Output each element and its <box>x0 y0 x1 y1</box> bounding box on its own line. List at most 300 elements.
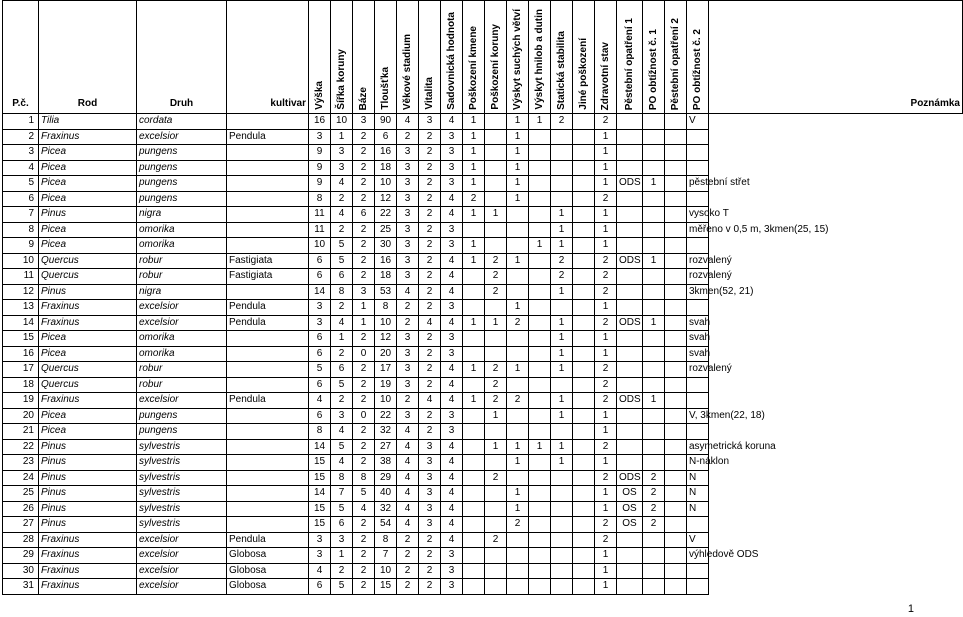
cell-druh: pungens <box>137 160 227 176</box>
cell-metric: 30 <box>375 238 397 254</box>
cell-metric <box>529 346 551 362</box>
cell-metric: 2 <box>485 362 507 378</box>
cell-metric: 3 <box>397 191 419 207</box>
cell-metric: 2 <box>353 563 375 579</box>
cell-druh: sylvestris <box>137 470 227 486</box>
cell-metric <box>551 176 573 192</box>
cell-metric <box>573 191 595 207</box>
cell-kultivar <box>227 176 309 192</box>
header-metric <box>419 1 441 114</box>
cell-metric: 2 <box>485 377 507 393</box>
cell-metric <box>463 517 485 533</box>
cell-metric <box>573 486 595 502</box>
cell-metric: 2 <box>419 269 441 285</box>
cell-metric: 3 <box>419 470 441 486</box>
cell-metric <box>507 207 529 223</box>
cell-metric: 3 <box>441 563 463 579</box>
table-body <box>3 114 963 595</box>
cell-metric: ODS <box>617 315 643 331</box>
cell-metric: 5 <box>331 238 353 254</box>
cell-metric: 2 <box>643 517 665 533</box>
cell-poznamka <box>687 393 709 409</box>
cell-pc: 6 <box>3 191 39 207</box>
cell-metric <box>573 300 595 316</box>
cell-metric: 1 <box>463 176 485 192</box>
cell-metric <box>617 222 643 238</box>
cell-metric: 4 <box>441 377 463 393</box>
cell-metric: 5 <box>353 486 375 502</box>
cell-metric: 3 <box>441 160 463 176</box>
cell-metric: 4 <box>397 284 419 300</box>
cell-metric <box>529 191 551 207</box>
cell-metric: 1 <box>507 145 529 161</box>
cell-metric: 3 <box>441 222 463 238</box>
cell-metric <box>643 331 665 347</box>
cell-kultivar <box>227 517 309 533</box>
cell-metric: 1 <box>463 238 485 254</box>
cell-rod: Quercus <box>39 269 137 285</box>
cell-metric <box>551 377 573 393</box>
header-metric-label: Báze <box>357 86 369 110</box>
cell-metric: 1 <box>595 238 617 254</box>
cell-metric <box>485 579 507 595</box>
cell-metric <box>485 176 507 192</box>
cell-metric <box>617 346 643 362</box>
cell-metric: 1 <box>331 331 353 347</box>
cell-metric: 1 <box>463 253 485 269</box>
cell-metric <box>551 160 573 176</box>
cell-metric: 3 <box>397 269 419 285</box>
cell-metric: 3 <box>441 331 463 347</box>
cell-metric: 2 <box>331 346 353 362</box>
table-header <box>3 1 963 114</box>
header-metric-label: Pěstební opatření 2 <box>669 17 681 110</box>
cell-pc: 18 <box>3 377 39 393</box>
table-row <box>3 486 963 502</box>
cell-metric <box>463 532 485 548</box>
cell-metric: ODS <box>617 253 643 269</box>
cell-metric: 10 <box>375 563 397 579</box>
cell-metric: 5 <box>331 501 353 517</box>
cell-druh: excelsior <box>137 532 227 548</box>
cell-metric <box>665 191 687 207</box>
cell-druh: robur <box>137 362 227 378</box>
cell-metric: 8 <box>309 424 331 440</box>
cell-pc: 20 <box>3 408 39 424</box>
cell-metric <box>665 346 687 362</box>
cell-metric <box>665 439 687 455</box>
cell-metric <box>551 300 573 316</box>
cell-metric: 2 <box>485 269 507 285</box>
cell-rod: Picea <box>39 238 137 254</box>
cell-metric: 1 <box>595 145 617 161</box>
cell-metric: 6 <box>309 346 331 362</box>
cell-metric <box>463 424 485 440</box>
cell-pc: 16 <box>3 346 39 362</box>
cell-metric: 1 <box>485 207 507 223</box>
cell-metric: 1 <box>507 486 529 502</box>
cell-metric: 1 <box>595 129 617 145</box>
cell-metric: 8 <box>331 470 353 486</box>
cell-metric <box>463 548 485 564</box>
cell-metric <box>507 238 529 254</box>
cell-metric <box>463 579 485 595</box>
cell-metric <box>643 238 665 254</box>
cell-druh: omorika <box>137 238 227 254</box>
cell-metric: 10 <box>331 114 353 130</box>
cell-metric: 1 <box>595 579 617 595</box>
cell-metric <box>643 160 665 176</box>
cell-metric: 2 <box>353 455 375 471</box>
cell-metric: 4 <box>441 455 463 471</box>
header-druh: Druh <box>137 1 227 114</box>
cell-metric <box>507 222 529 238</box>
cell-metric: 4 <box>353 501 375 517</box>
cell-metric <box>643 377 665 393</box>
cell-poznamka <box>687 563 709 579</box>
cell-rod: Fraxinus <box>39 579 137 595</box>
cell-rod: Picea <box>39 346 137 362</box>
cell-rod: Quercus <box>39 362 137 378</box>
cell-metric: 6 <box>309 377 331 393</box>
cell-kultivar <box>227 114 309 130</box>
cell-metric <box>643 548 665 564</box>
header-metric-label: Poškození kmene <box>467 26 479 110</box>
header-metric <box>687 1 709 114</box>
cell-metric <box>617 114 643 130</box>
cell-metric: 11 <box>309 222 331 238</box>
cell-metric: 32 <box>375 501 397 517</box>
cell-metric: 6 <box>309 579 331 595</box>
header-metric-label: Sadovnická hodnota <box>445 12 457 110</box>
cell-metric <box>665 532 687 548</box>
cell-metric <box>551 532 573 548</box>
cell-metric: 2 <box>419 145 441 161</box>
cell-metric: 4 <box>441 114 463 130</box>
cell-metric <box>617 207 643 223</box>
cell-metric: 2 <box>331 563 353 579</box>
cell-metric: 6 <box>331 362 353 378</box>
cell-metric: 6 <box>309 331 331 347</box>
cell-metric: 4 <box>441 517 463 533</box>
cell-metric: 1 <box>551 238 573 254</box>
cell-metric: 32 <box>375 424 397 440</box>
table-row <box>3 455 963 471</box>
cell-metric: 2 <box>463 191 485 207</box>
cell-metric <box>485 501 507 517</box>
cell-metric <box>643 532 665 548</box>
cell-pc: 15 <box>3 331 39 347</box>
cell-metric <box>529 455 551 471</box>
cell-metric <box>617 145 643 161</box>
cell-metric: ODS <box>617 470 643 486</box>
cell-druh: pungens <box>137 408 227 424</box>
cell-metric <box>617 439 643 455</box>
table-row <box>3 532 963 548</box>
cell-metric: 4 <box>419 315 441 331</box>
cell-metric <box>643 579 665 595</box>
cell-metric: 1 <box>463 114 485 130</box>
cell-kultivar <box>227 470 309 486</box>
cell-metric <box>643 362 665 378</box>
cell-metric: 1 <box>595 408 617 424</box>
cell-metric <box>507 346 529 362</box>
cell-metric: ODS <box>617 176 643 192</box>
cell-poznamka: vysoko T <box>687 207 709 223</box>
cell-metric <box>665 253 687 269</box>
cell-metric <box>573 238 595 254</box>
cell-metric: 1 <box>463 362 485 378</box>
cell-metric: 2 <box>419 377 441 393</box>
cell-metric: 4 <box>441 393 463 409</box>
cell-metric: 2 <box>397 579 419 595</box>
cell-kultivar <box>227 207 309 223</box>
table-row <box>3 377 963 393</box>
cell-metric: 3 <box>441 424 463 440</box>
cell-druh: pungens <box>137 145 227 161</box>
header-row <box>3 1 963 114</box>
cell-metric <box>551 579 573 595</box>
cell-metric <box>529 300 551 316</box>
cell-kultivar <box>227 486 309 502</box>
cell-metric: 2 <box>419 160 441 176</box>
cell-metric <box>573 362 595 378</box>
cell-kultivar <box>227 160 309 176</box>
table-row <box>3 548 963 564</box>
cell-metric <box>573 517 595 533</box>
cell-metric <box>643 207 665 223</box>
cell-metric: 4 <box>397 114 419 130</box>
cell-pc: 2 <box>3 129 39 145</box>
cell-metric: 2 <box>353 517 375 533</box>
cell-metric: 2 <box>595 377 617 393</box>
cell-metric: 18 <box>375 160 397 176</box>
cell-rod: Pinus <box>39 207 137 223</box>
table-row <box>3 331 963 347</box>
cell-metric: 3 <box>353 284 375 300</box>
cell-metric <box>485 346 507 362</box>
cell-metric <box>665 501 687 517</box>
cell-metric: 1 <box>643 253 665 269</box>
cell-metric: 27 <box>375 439 397 455</box>
cell-pc: 7 <box>3 207 39 223</box>
header-metric <box>551 1 573 114</box>
cell-metric: 1 <box>595 331 617 347</box>
cell-pc: 19 <box>3 393 39 409</box>
cell-metric: 3 <box>397 377 419 393</box>
cell-metric: OS <box>617 501 643 517</box>
cell-metric: 18 <box>375 269 397 285</box>
cell-metric: 2 <box>551 269 573 285</box>
cell-metric: 1 <box>595 222 617 238</box>
cell-metric <box>463 346 485 362</box>
cell-metric <box>485 548 507 564</box>
cell-metric: 15 <box>309 517 331 533</box>
cell-metric: 4 <box>441 532 463 548</box>
header-pc: P.č. <box>3 1 39 114</box>
table-row <box>3 269 963 285</box>
header-metric <box>485 1 507 114</box>
cell-metric: 2 <box>551 114 573 130</box>
cell-metric: 2 <box>353 439 375 455</box>
cell-metric <box>665 176 687 192</box>
cell-metric: 3 <box>353 114 375 130</box>
cell-rod: Quercus <box>39 377 137 393</box>
cell-metric: 2 <box>419 579 441 595</box>
cell-metric <box>573 439 595 455</box>
cell-pc: 27 <box>3 517 39 533</box>
cell-metric: 3 <box>441 176 463 192</box>
cell-metric <box>665 362 687 378</box>
cell-metric <box>573 563 595 579</box>
cell-metric: 3 <box>441 145 463 161</box>
table-row <box>3 222 963 238</box>
cell-metric: 4 <box>441 253 463 269</box>
cell-metric <box>551 470 573 486</box>
cell-metric: 2 <box>419 532 441 548</box>
cell-rod: Picea <box>39 331 137 347</box>
cell-druh: pungens <box>137 176 227 192</box>
cell-metric <box>665 377 687 393</box>
cell-metric <box>529 207 551 223</box>
cell-metric: 1 <box>507 501 529 517</box>
cell-poznamka: V <box>687 532 709 548</box>
cell-rod: Pinus <box>39 284 137 300</box>
cell-metric <box>507 269 529 285</box>
cell-rod: Picea <box>39 408 137 424</box>
cell-metric <box>463 269 485 285</box>
cell-metric: 1 <box>507 114 529 130</box>
cell-metric <box>551 191 573 207</box>
cell-metric: 2 <box>353 129 375 145</box>
cell-kultivar: Globosa <box>227 579 309 595</box>
cell-kultivar: Pendula <box>227 300 309 316</box>
cell-metric: 2 <box>419 563 441 579</box>
cell-metric <box>643 284 665 300</box>
cell-metric: 3 <box>441 129 463 145</box>
cell-metric: 1 <box>353 315 375 331</box>
cell-metric: 1 <box>463 145 485 161</box>
cell-pc: 11 <box>3 269 39 285</box>
cell-metric <box>643 300 665 316</box>
cell-kultivar <box>227 346 309 362</box>
cell-rod: Fraxinus <box>39 563 137 579</box>
cell-druh: excelsior <box>137 579 227 595</box>
cell-metric: 1 <box>507 176 529 192</box>
header-metric-label: Věkové stadium <box>401 33 413 110</box>
header-metric-label: Statická stabilita <box>555 31 567 110</box>
header-kultivar: kultivar <box>227 1 309 114</box>
cell-metric: 2 <box>419 207 441 223</box>
cell-metric: 3 <box>309 532 331 548</box>
cell-metric: 2 <box>353 145 375 161</box>
cell-metric <box>665 331 687 347</box>
cell-kultivar <box>227 408 309 424</box>
cell-metric: 3 <box>419 439 441 455</box>
cell-metric <box>665 207 687 223</box>
cell-metric <box>665 145 687 161</box>
table-row <box>3 114 963 130</box>
cell-metric <box>529 563 551 579</box>
cell-metric: 3 <box>309 300 331 316</box>
cell-metric: 2 <box>595 315 617 331</box>
cell-metric: 3 <box>441 346 463 362</box>
cell-poznamka: V, 3kmen(22, 18) <box>687 408 709 424</box>
cell-metric: 15 <box>375 579 397 595</box>
cell-metric: 6 <box>353 207 375 223</box>
cell-pc: 1 <box>3 114 39 130</box>
header-metric <box>643 1 665 114</box>
cell-metric <box>573 222 595 238</box>
cell-metric: 1 <box>595 455 617 471</box>
cell-metric: 2 <box>419 300 441 316</box>
cell-metric: 3 <box>419 114 441 130</box>
table-row <box>3 207 963 223</box>
table-row <box>3 191 963 207</box>
cell-metric: 4 <box>397 439 419 455</box>
cell-metric <box>551 517 573 533</box>
cell-metric: 2 <box>595 269 617 285</box>
cell-pc: 10 <box>3 253 39 269</box>
cell-metric: 4 <box>397 470 419 486</box>
cell-metric <box>529 408 551 424</box>
cell-metric <box>617 300 643 316</box>
cell-rod: Pinus <box>39 517 137 533</box>
table-row <box>3 315 963 331</box>
cell-poznamka <box>687 579 709 595</box>
cell-metric <box>573 284 595 300</box>
cell-metric <box>485 517 507 533</box>
cell-metric: 2 <box>507 315 529 331</box>
cell-rod: Tilia <box>39 114 137 130</box>
cell-metric: 12 <box>375 331 397 347</box>
cell-druh: sylvestris <box>137 439 227 455</box>
cell-metric: 2 <box>353 548 375 564</box>
cell-metric <box>573 408 595 424</box>
cell-metric: 4 <box>397 501 419 517</box>
cell-metric <box>529 470 551 486</box>
cell-metric: 4 <box>441 269 463 285</box>
cell-metric: 0 <box>353 346 375 362</box>
cell-metric: 2 <box>485 253 507 269</box>
table-row <box>3 470 963 486</box>
cell-metric <box>617 362 643 378</box>
cell-metric: 1 <box>595 300 617 316</box>
header-metric-label: Výška <box>313 81 325 110</box>
cell-poznamka: svah <box>687 331 709 347</box>
cell-metric <box>617 579 643 595</box>
cell-metric: 1 <box>551 393 573 409</box>
cell-metric <box>485 563 507 579</box>
cell-metric: 3 <box>331 408 353 424</box>
cell-metric <box>529 501 551 517</box>
header-metric <box>573 1 595 114</box>
cell-metric: 3 <box>419 486 441 502</box>
cell-metric: 2 <box>353 377 375 393</box>
cell-rod: Fraxinus <box>39 300 137 316</box>
cell-metric: 2 <box>643 470 665 486</box>
cell-metric: 1 <box>507 253 529 269</box>
cell-metric <box>485 455 507 471</box>
cell-metric: 4 <box>331 315 353 331</box>
cell-metric <box>463 501 485 517</box>
header-metric <box>617 1 643 114</box>
cell-metric <box>573 470 595 486</box>
cell-metric: 1 <box>551 331 573 347</box>
cell-metric: 2 <box>397 315 419 331</box>
cell-metric: 10 <box>375 393 397 409</box>
cell-metric: 2 <box>419 238 441 254</box>
